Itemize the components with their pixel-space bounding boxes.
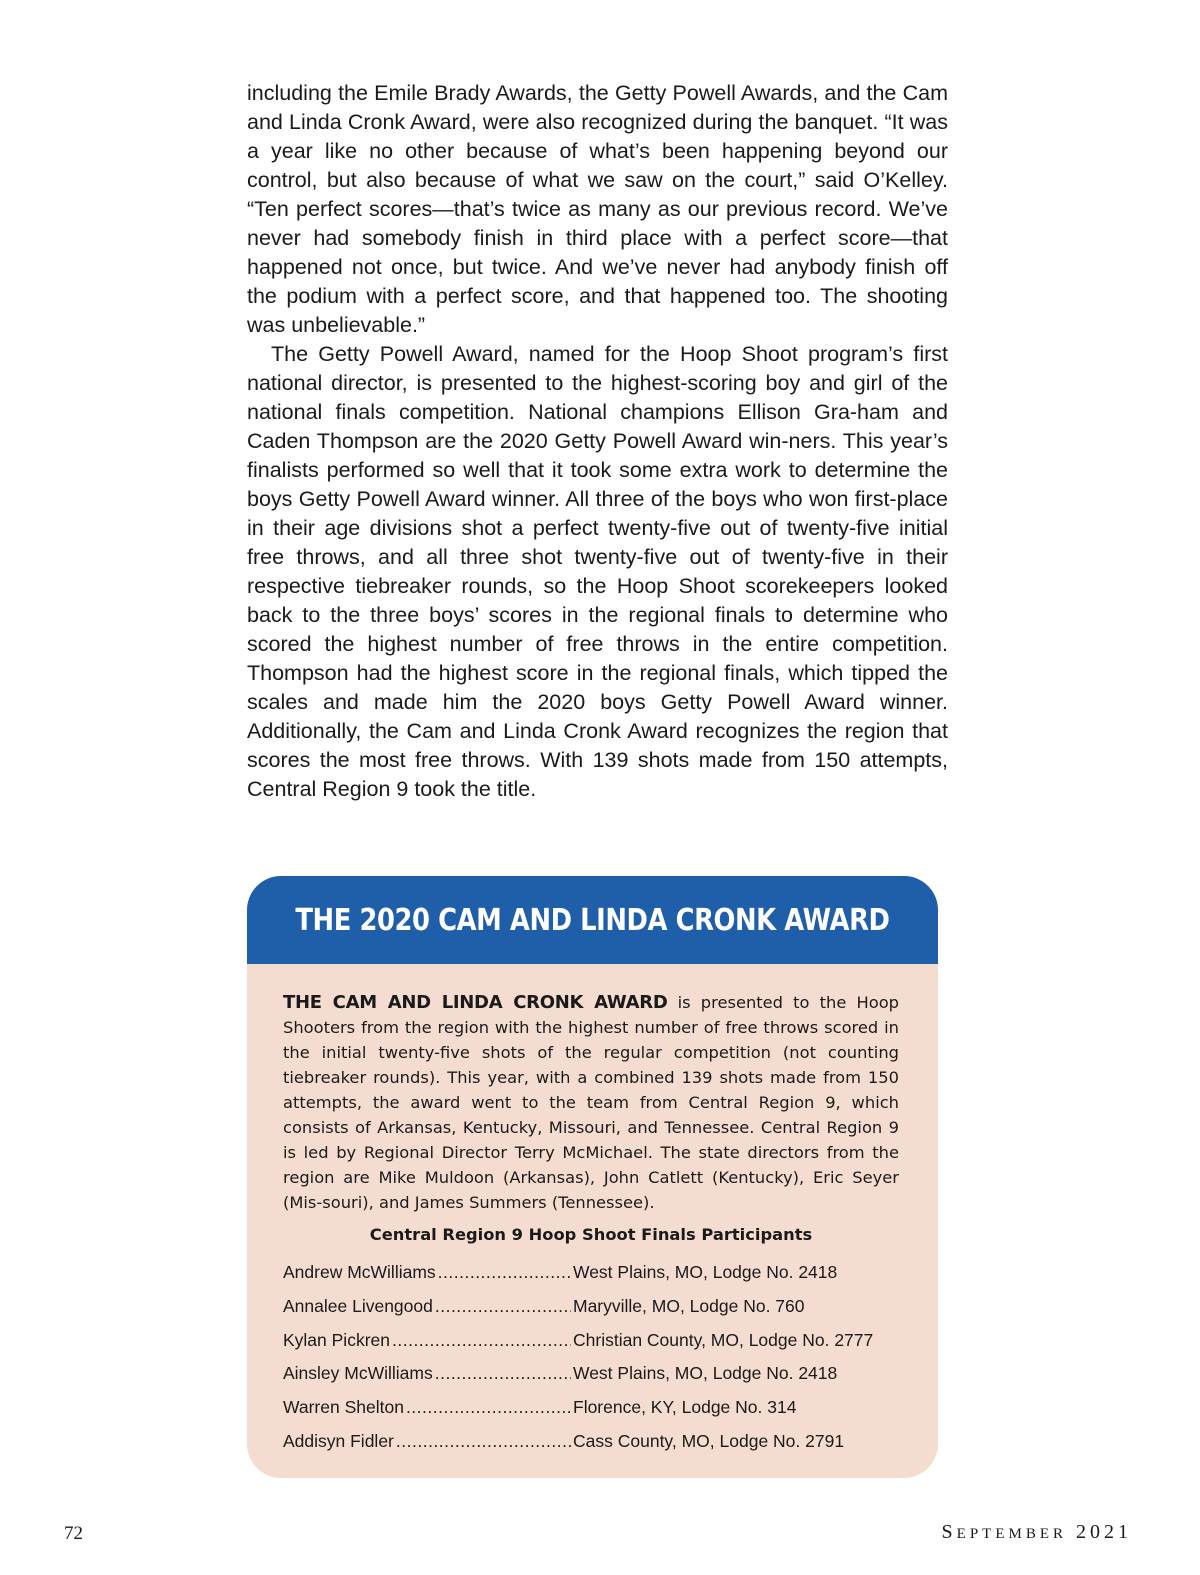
dot-leader <box>435 1296 571 1317</box>
participant-name: Annalee Livengood <box>283 1296 433 1317</box>
participant-name: Andrew McWilliams <box>283 1262 436 1283</box>
list-item <box>283 1391 899 1425</box>
dot-leader <box>438 1262 571 1283</box>
participant-location: West Plains, MO, Lodge No. 2418 <box>573 1363 838 1384</box>
issue-date <box>942 1521 1132 1544</box>
list-item <box>283 1323 899 1357</box>
page-number: 72 <box>64 1523 83 1544</box>
sidebar-header <box>247 876 938 964</box>
dot-leader <box>406 1397 571 1418</box>
article-text <box>247 79 948 804</box>
list-item <box>283 1424 899 1458</box>
dot-leader <box>392 1330 571 1351</box>
list-item <box>283 1357 899 1391</box>
participant-location: Florence, KY, Lodge No. 314 <box>573 1397 797 1418</box>
participant-name: Kylan Pickren <box>283 1329 390 1350</box>
sidebar-body-text: is presented to the Hoop Shooters from the region with the highest number of free throws scored in the initial twenty-five shots of the regular competition (not counting tiebreaker rounds). This year, with a combined 139 shots made from 150 attempts, the award went to the team from Central Region 9, which consists of Arkansas, Kentucky, Missouri, and Tennessee. Central Region 9 is led by Regional Director Terry McMichael. The state directors from the region are Mike Muldoon (Arkansas), John Catlett (Kentucky), Eric Seyer (Mis-souri), and James Summers (Tennessee). <box>283 993 899 1212</box>
date-month-rest: EPTEMBER <box>956 1526 1067 1542</box>
sidebar-title: THE 2020 CAM AND LINDA CRONK AWARD <box>295 902 890 938</box>
participant-location: Maryville, MO, Lodge No. 760 <box>573 1296 805 1317</box>
article-paragraph: The Getty Powell Award, named for the Hoop Shoot program’s first national director, is presented to the highest-scoring boy and girl of the national finals competition. National champions Ellison Gra-ham and Caden Thompson are the 2020 Getty Powell Award win-ners. This year’s finalists performed so well that it took some extra work to determine the boys Getty Powell Award winner. All three of the boys who won first-place in their age divisions shot a perfect twenty-five out of twenty-five initial free throws, and all three shot twenty-five out of twenty-five in their respective tiebreaker rounds, so the Hoop Shoot scorekeepers looked back to the three boys’ scores in the regional finals to determine who scored the highest number of free throws in the entire competition. Thompson had the highest score in the regional finals, which tipped the scales and made him the 2020 boys Getty Powell Award winner. Additionally, the Cam and Linda Cronk Award recognizes the region that scores the most free throws. With 139 shots made from 150 attempts, Central Region 9 took the title. <box>247 342 948 801</box>
dot-leader <box>396 1431 571 1452</box>
participant-location: Christian County, MO, Lodge No. 2777 <box>573 1329 874 1350</box>
date-year: 2021 <box>1076 1521 1132 1543</box>
participant-name: Warren Shelton <box>283 1397 404 1418</box>
list-item <box>283 1256 899 1290</box>
participants-list-title: Central Region 9 Hoop Shoot Finals Participants <box>369 1225 813 1244</box>
date-initial: S <box>941 1521 957 1543</box>
participant-location: Cass County, MO, Lodge No. 2791 <box>573 1430 845 1451</box>
participant-name: Addisyn Fidler <box>283 1430 394 1451</box>
sidebar-lead: THE CAM AND LINDA CRONK AWARD <box>283 992 668 1013</box>
participant-location: West Plains, MO, Lodge No. 2418 <box>573 1262 838 1283</box>
participants-list <box>283 1256 899 1458</box>
cronk-award-sidebar <box>247 876 938 1478</box>
participant-name: Ainsley McWilliams <box>283 1363 433 1384</box>
dot-leader <box>435 1363 571 1384</box>
sidebar-body <box>283 990 899 1215</box>
list-item <box>283 1290 899 1324</box>
article-paragraph: including the Emile Brady Awards, the Getty Powell Awards, and the Cam and Linda Cronk Award, were also recognized during the banquet. “It was a year like no other because of what’s been happening beyond our control, but also because of what we saw on the court,” said O’Kelley. “Ten perfect scores—that’s twice as many as our previous record. We’ve never had somebody finish in third place with a perfect score—that happened not once, but twice. And we’ve never had anybody finish off the podium with a perfect score, and that happened too. The shooting was unbelievable.” <box>247 81 948 337</box>
sidebar-paragraph <box>283 990 899 1215</box>
